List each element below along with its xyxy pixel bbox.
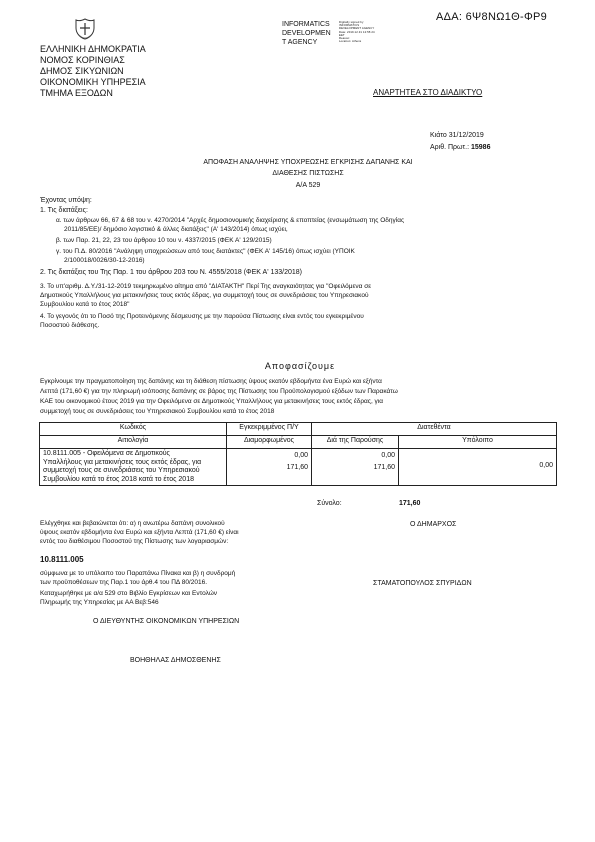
title-line-2: ΔΙΑΘΕΣΗΣ ΠΙΣΤΩΣΗΣ: [272, 170, 344, 177]
body-line-4: συμμετοχή τους σε συνεδριάσεις του Υπηρεσιακού Συμβουλίου κατά το έτος 2018: [40, 408, 275, 415]
table-header-row-1: [40, 423, 557, 436]
check-line-3: εντός του διαθέσιμου Ποσοστού της Πίστωσης των λογαριασμών:: [40, 538, 229, 545]
check-line-2: ύψους εκατόν εβδομήντα ένα Ευρώ και εξήντα Λεπτά (171,60 €) είναι: [40, 529, 239, 536]
check-code: 10.8111.005: [40, 555, 84, 564]
greek-crest-icon: [75, 18, 95, 45]
date-line: Κιάτο 31/12/2019: [430, 132, 484, 139]
body-line-1: Εγκρίνουμε την πραγματοποίηση της δαπάνης και τη διάθεση πίστωσης ύψους εκατόν εβδομήντα ένα Ευρώ και εξήντα: [40, 378, 382, 385]
item-3-line-2: Δημοτικούς Υπαλλήλους για μετακινήσεις τους εκτός έδρας, για συμμετοχή τους σε συνεδριάσεις του Υπηρεσιακού: [40, 292, 369, 299]
item-4-line-1: 4. Το γεγονός ότι το Ποσό της Προτεινόμενης δέσμευσης με την παρούσα Πίστωσης είναι εντός του εγκεκριμένου: [40, 313, 364, 320]
table-header-row-2: [40, 436, 557, 449]
director-title: Ο ΔΙΕΥΘΥΝΤΗΣ ΟΙΚΟΝΟΜΙΚΩΝ ΥΠΗΡΕΣΙΩΝ: [93, 618, 240, 625]
row-reason: 10.8111.005 - Οφειλόμενα σε Δημοτικούς Υπαλλήλους για μετακινήσεις τους εκτός έδρας, για συμμετοχή τους σε συνεδριάσεις του Υπηρεσιακού Συμβουλίου κατά το έτος 2018 κατά το έτος 2018: [40, 449, 227, 486]
decide-heading: Αποφασίζουμε: [264, 361, 336, 371]
table-row: [40, 449, 557, 486]
mayor-title: Ο ΔΗΜΑΡΧΟΣ: [410, 521, 457, 528]
header-remaining: Υπόλοιπο: [399, 436, 557, 449]
title-line-3: Α/Α 529: [295, 182, 321, 189]
check-line-7: Πληρωμής της Υπηρεσίας με ΑΑ Βεβ:546: [40, 599, 159, 606]
publish-note: ΑΝΑΡΤΗΤΕΑ ΣΤΟ ΔΙΑΔΙΚΤΥΟ: [373, 88, 483, 97]
sum-value: 171,60: [399, 500, 421, 507]
agency-name: INFORMATICS DEVELOPMEN T AGENCY: [282, 21, 331, 46]
sender-block: ΕΛΛΗΝΙΚΗ ΔΗΜΟΚΡΑΤΙΑ ΝΟΜΟΣ ΚΟΡΙΝΘΙΑΣ ΔΗΜΟΣ ΣΙΚΥΩΝΙΩΝ ΟΙΚΟΝΟΜΙΚΗ ΥΠΗΡΕΣΙΑ ΤΜΗΜΑ ΕΞΟΔΩΝ: [40, 44, 146, 98]
sum-label: Σύνολο:: [317, 500, 342, 507]
item-3-line-1: 3. Το υπ'αριθμ. Δ.Υ./31-12-2019 τεκμηριωμένο αίτημα από "ΔΙΑΤΑΚΤΗ" Περί Της αναγκαιότητας για "Οφειλόμενα σε: [40, 283, 372, 290]
body-line-2: Λεπτά (171,60 €) για την πληρωμή ισόποσης δαπάνης σε βάρος της Πίστωσης του Προϋπολογισμού εξόδων των Παρακάτω: [40, 388, 398, 395]
header-this: Διά της Παρούσης: [312, 436, 399, 449]
protocol-number: Αριθ. Πρωτ.: 15986: [430, 144, 491, 151]
row-remaining: 0,00: [399, 449, 557, 486]
row-approved: 0,00 171,60: [227, 449, 312, 486]
title-line-1: ΑΠΟΦΑΣΗ ΑΝΑΛΗΨΗΣ ΥΠΟΧΡΕΩΣΗΣ ΕΓΚΡΙΣΗΣ ΔΑΠΑΝΗΣ ΚΑΙ: [203, 159, 413, 166]
item-3-line-3: Συμβουλίου κατά το έτος 2018": [40, 301, 130, 308]
ada-code: ΑΔΑ: 6Ψ8ΝΩ1Θ-ΦΡ9: [436, 11, 548, 23]
assistant-name: ΒΟΗΘΗΛΑΣ ΔΗΜΟΣΘΕΝΗΣ: [130, 657, 221, 664]
item-1b: β. των Παρ. 21, 22, 23 του άρθρου 10 του ν. 4337/2015 (ΦΕΚ Α' 129/2015): [56, 237, 272, 244]
item-1c-line-2: 2/100018/0026/30-12-2016): [64, 257, 145, 264]
item-1a-line-2: 2011/85/ΕΕ)/ δημόσιο λογιστικό & άλλες διατάξεις" (Α' 143/2014) όπως ισχύει,: [64, 226, 288, 233]
header-available: Διατεθέντα: [312, 423, 557, 436]
item-1a-line-1: α. των άρθρων 66, 67 & 68 του ν. 4270/2014 "Αρχές δημοσιονομικής διαχείρισης & εποπτείας (ενσωμάτωση της Οδηγίας: [56, 217, 405, 224]
item-2: 2. Τις διατάξεις του Της Παρ. 1 του άρθρου 203 του Ν. 4555/2018 (ΦΕΚ Α' 133/2018): [40, 269, 303, 276]
check-line-6: Καταχωρήθηκε με α/α 529 στο Βιβλίο Εγκρίσεων και Εντολών: [40, 590, 218, 597]
item-4-line-2: Ποσοστού διάθεσης.: [40, 322, 100, 329]
body-line-3: ΚΑΕ του οικονομικού έτους 2019 για την Οφειλόμενα σε Δημοτικούς Υπαλλήλους για μετακινήσεις τους εκτός έδρας, για: [40, 398, 384, 405]
considering-label: Έχοντας υπόψη:: [40, 197, 92, 204]
check-line-1: Ελέγχθηκε και βεβαιώνεται ότι: α) η ανωτέρω δαπάνη συνολικού: [40, 520, 225, 527]
item-1c-line-1: γ. του Π.Δ. 80/2016 "Ανάληψη υποχρεώσεων από τους διατάκτες" (ΦΕΚ Α' 145/16) όπως ισχύει (ΥΠΟΙΚ: [56, 248, 355, 255]
item-1: 1. Τις διατάξεις:: [40, 207, 88, 214]
row-this: 0,00 171,60: [312, 449, 399, 486]
check-line-4: σύμφωνα με το υπόλοιπο του Παραπάνω Πίνακα και β) η συνδρομή: [40, 570, 236, 577]
header-code: Κωδικός: [40, 423, 227, 436]
header-reserved: Διαμορφωμένος: [227, 436, 312, 449]
header-approved: Εγκεκριμμένος Π/Υ: [227, 423, 312, 436]
check-line-5: των προϋποθέσεων της Παρ.1 του άρθ.4 του ΠΔ 80/2016.: [40, 579, 208, 586]
mayor-name: ΣΤΑΜΑΤΟΠΟΥΛΟΣ ΣΠΥΡΙΔΩΝ: [373, 580, 472, 587]
digital-signature: Digitally signed by INFORMATICS DEVELOPMENT AGENCY Date: 2019.12.31 12:55:24 EET Reason: Location: Athens: [339, 20, 375, 44]
header-reason: Αιτιολογία: [40, 436, 227, 449]
budget-table: [39, 422, 557, 486]
